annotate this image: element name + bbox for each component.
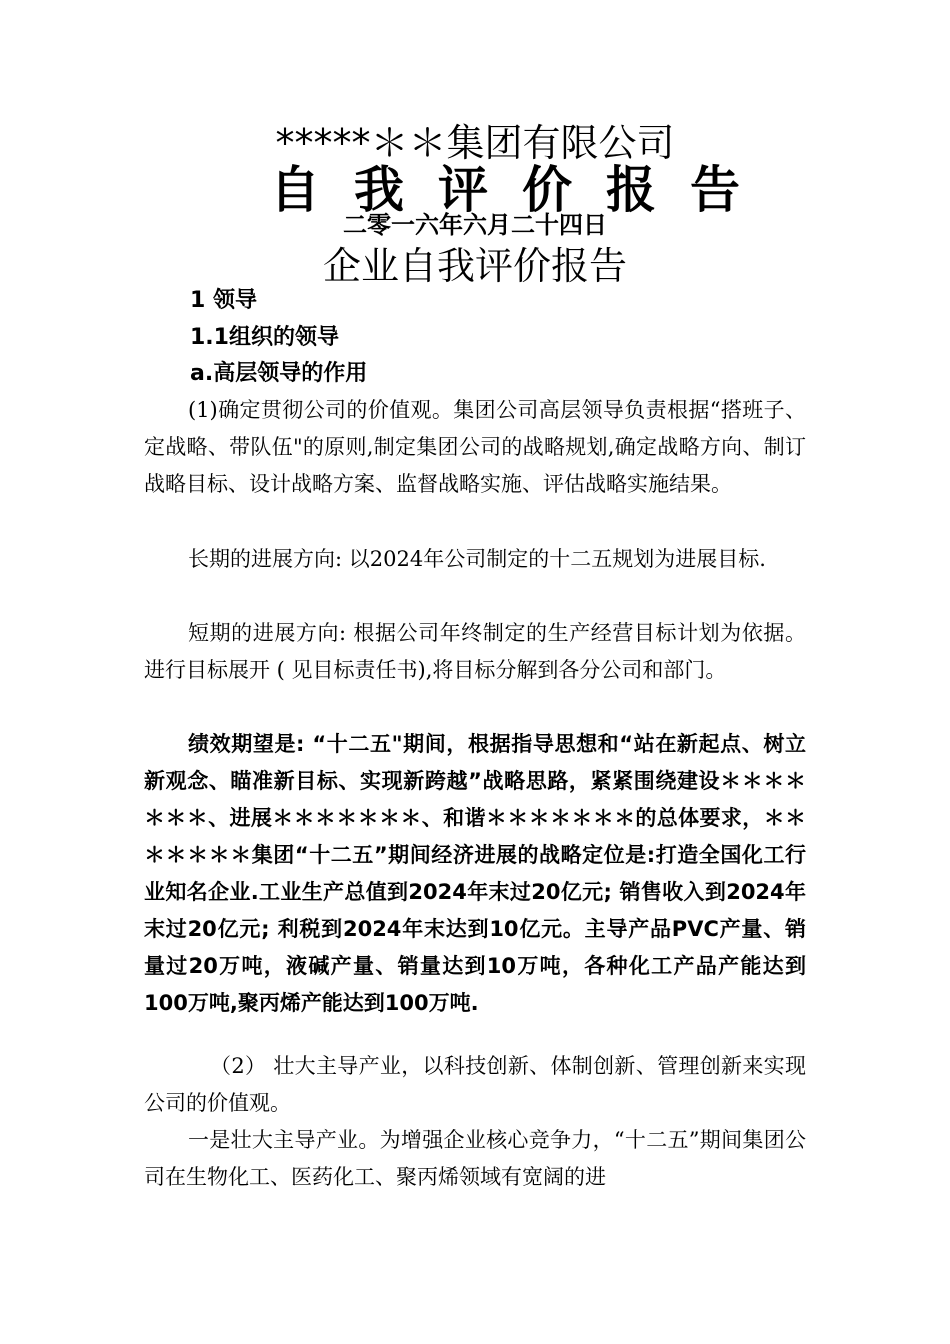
paragraph-short-term: 短期的进展方向: 根据公司年终制定的生产经营目标计划为依据。进行目标展开 ( 见目标责任书),将目标分解到各分公司和部门。 [144,621,806,682]
paragraph-main-industry: （2） 壮大主导产业，以科技创新、体制创新、管理创新来实现公司的价值观。 [144,1054,806,1115]
paragraph-long-term: 长期的进展方向: 以2024年公司制定的十二五规划为进展目标. [188,547,766,571]
paragraph-first-point: 一是壮大主导产业。为增强企业核心竞争力，“十二五”期间集团公司在生物化工、医药化工、聚丙烯领域有宽阔的进 [144,1128,806,1189]
company-title: *****＊＊集团有限公司 [275,121,675,165]
report-date: 二零一六年六月二十四日 [343,211,607,239]
heading-leadership: 1 领导 [190,288,257,313]
report-title: 自我评价报告 [270,161,740,219]
heading-organization-leadership: 1.1组织的领导 [190,325,339,350]
paragraph-performance-expectation: 绩效期望是: “十二五"期间，根据指导思想和“站在新起点、树立新观念、瞄准新目标、实现新跨越”战略思路，紧紧围绕建设＊＊＊＊＊＊＊、进展＊＊＊＊＊＊＊、和谐＊＊＊＊＊＊＊的总体要求，＊＊＊＊＊＊＊集团“十二五”期间经济进展的战略定位是:打造全国化工行业知名企业.工业生产总值到2024年末过20亿元; 销售收入到2024年末过20亿元; 利税到2024年末达到10亿元。主导产品PVC产量、销量过20万吨，液碱产量、销量达到10万吨，各种化工产品产能达到100万吨,聚丙烯产能达到100万吨. [144,732,806,1015]
heading-senior-leaders-role: a.高层领导的作用 [190,361,368,386]
main-title: 企业自我评价报告 [322,244,627,288]
paragraph-values: (1)确定贯彻公司的价值观。集团公司高层领导负责根据“搭班子、定战略、带队伍"的原则,制定集团公司的战略规划,确定战略方向、制订战略目标、设计战略方案、监督战略实施、评估战略实施结果。 [144,398,806,496]
